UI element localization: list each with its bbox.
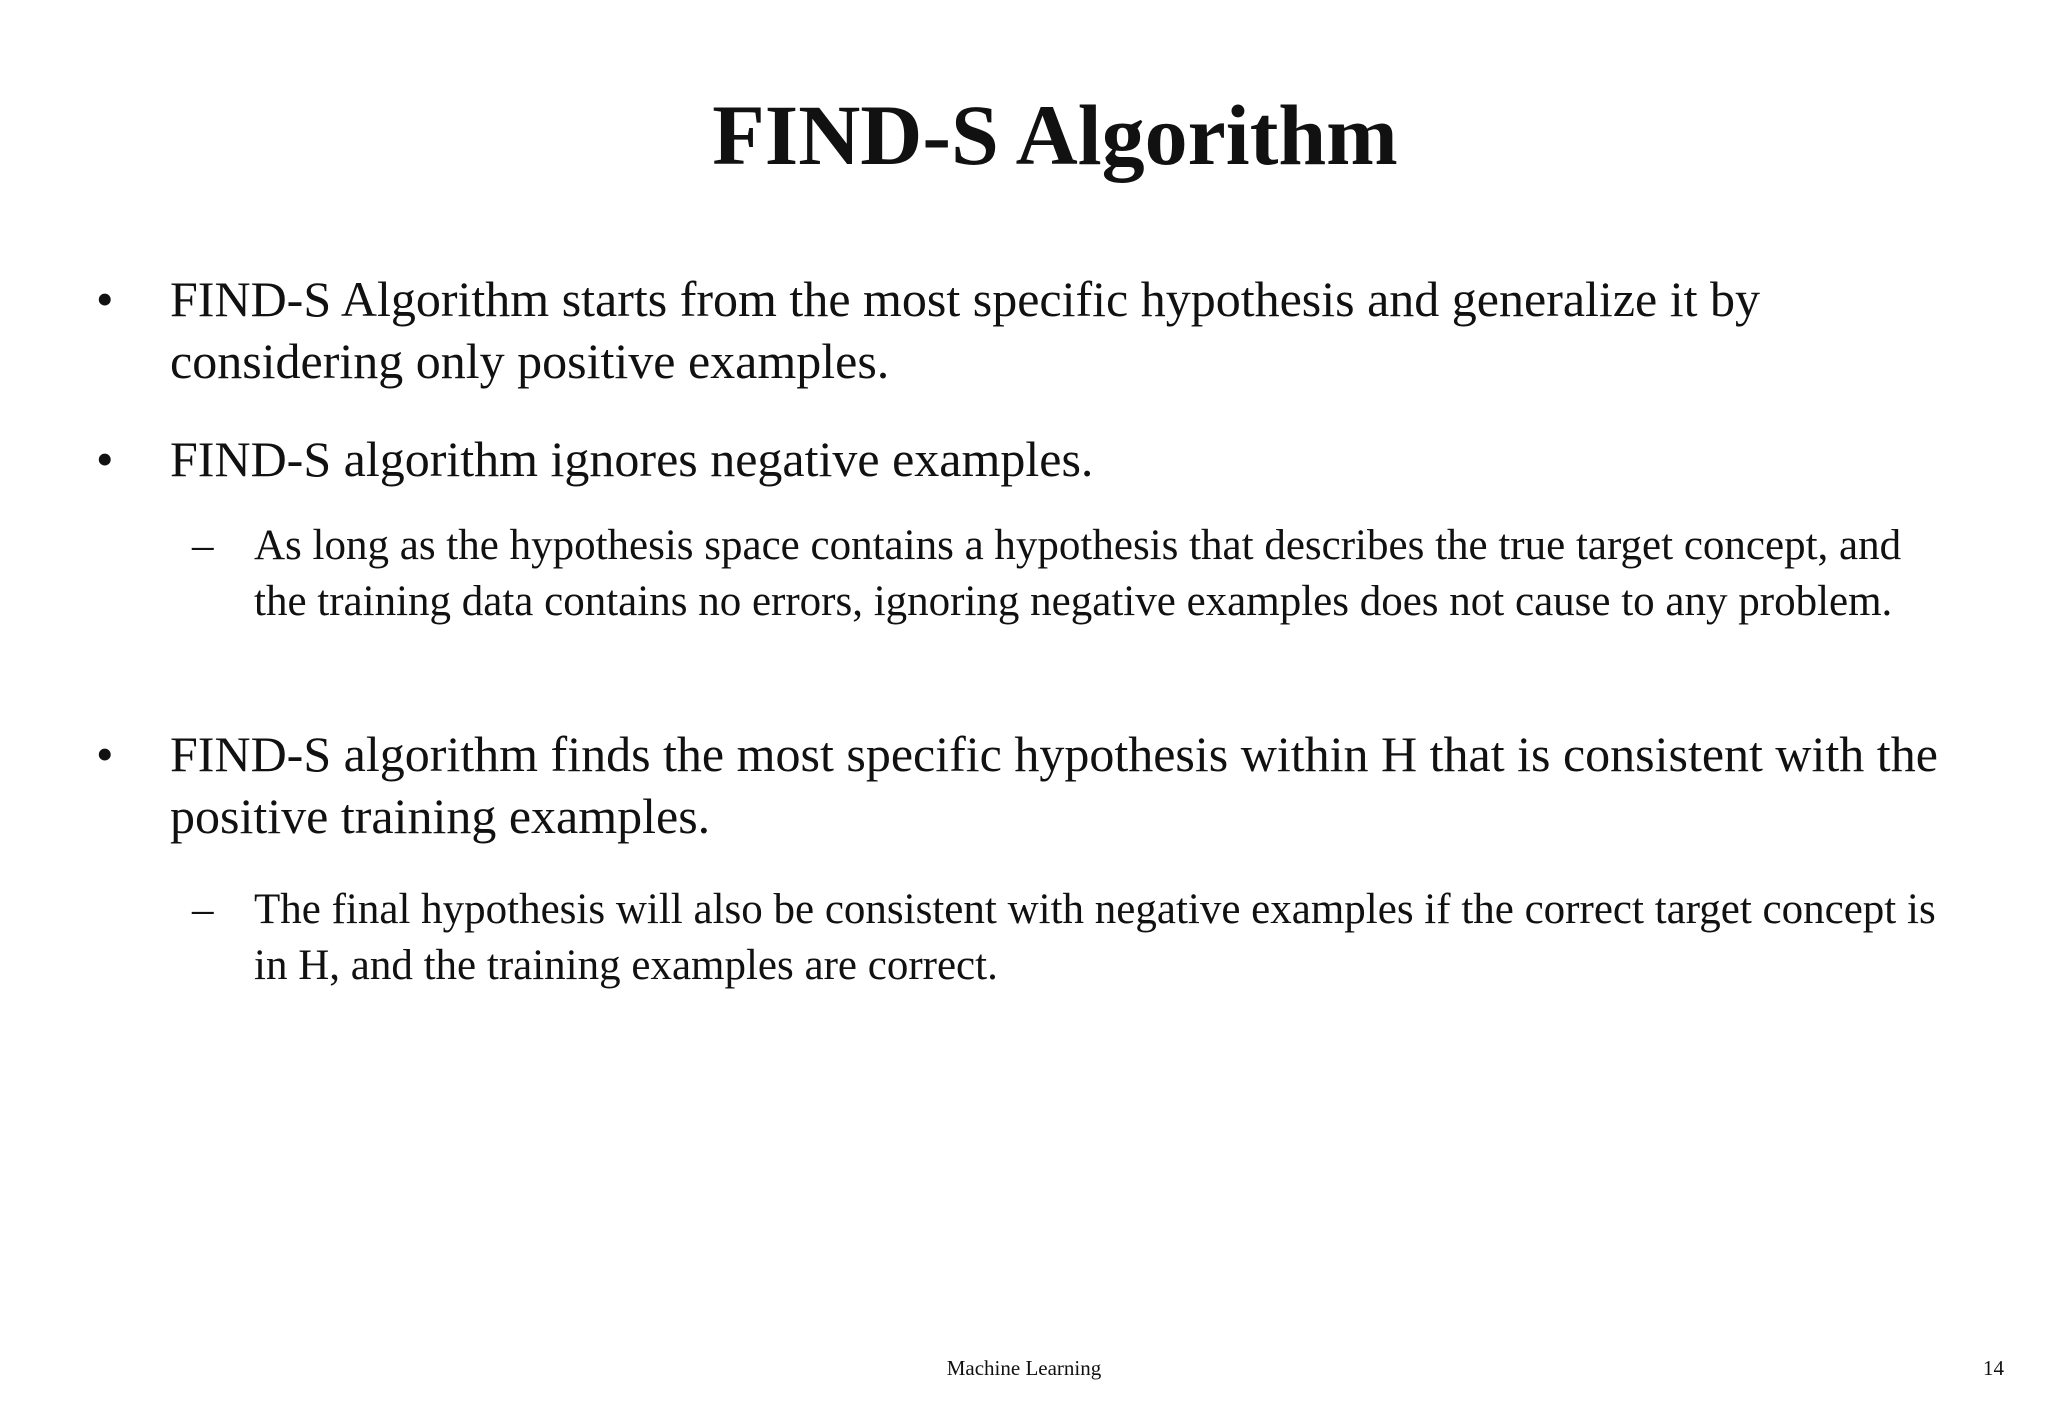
bullet-marker: • (96, 726, 114, 782)
bullet-text: FIND-S Algorithm starts from the most specific hypothesis and generalize it by considering only positive examples. (170, 271, 1760, 389)
page-number: 14 (1983, 1356, 2004, 1380)
sub-bullet-marker: – (192, 522, 214, 569)
bullet-marker: • (96, 431, 114, 487)
footer-course-title: Machine Learning (946, 1356, 1102, 1380)
sub-bullet-text: As long as the hypothesis space contains a hypothesis that describes the true target concept, and the training data contains no errors, ignoring negative examples does not cause to any problem. (254, 522, 1902, 625)
bullet-marker: • (96, 271, 114, 327)
bullet-text: FIND-S algorithm finds the most specific hypothesis within H that is consistent with the positive training examples. (170, 726, 1938, 844)
slide-title: FIND-S Algorithm (712, 87, 1398, 183)
sub-bullet-marker: – (192, 886, 214, 933)
sub-bullet-text: The final hypothesis will also be consistent with negative examples if the correct target concept is in H, and the training examples are correct. (254, 886, 1936, 989)
bullet-text: FIND-S algorithm ignores negative examples. (170, 431, 1094, 487)
